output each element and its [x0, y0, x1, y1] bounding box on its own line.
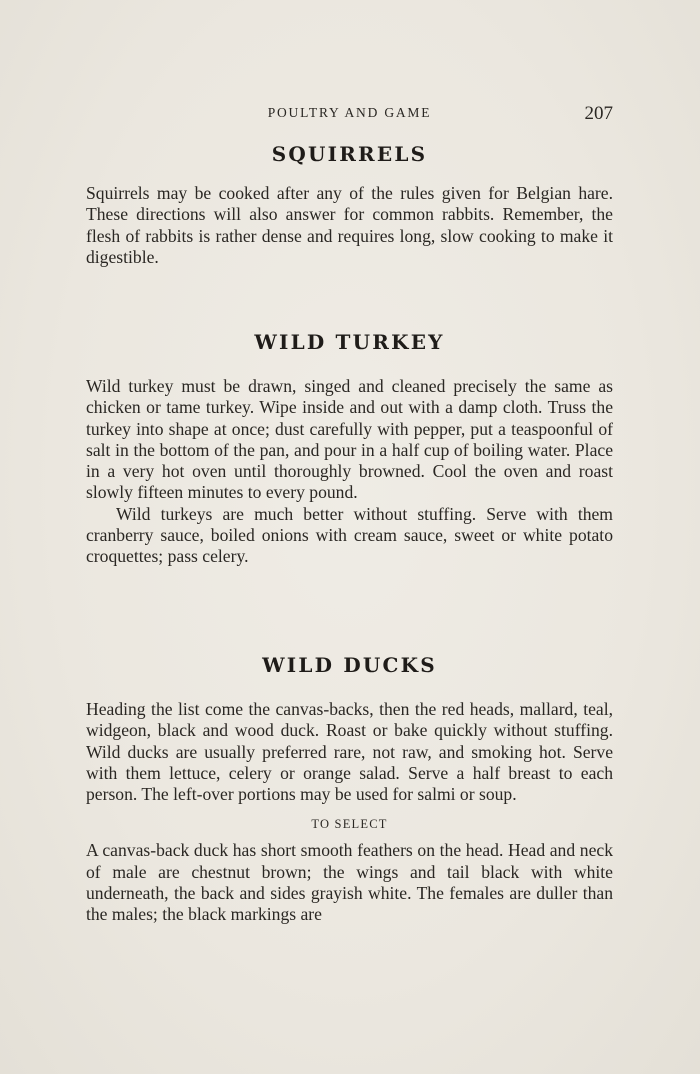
section-heading-squirrels: SQUIRRELS — [271, 142, 428, 166]
paragraph-squirrels: Squirrels may be cooked after any of the rules given for Belgian hare. These directions will also answer for common rabbits. Remember, the flesh of rabbits is rather dense and requires long, slow cooking to make it digestible. — [86, 183, 613, 267]
subheading-to-select: TO SELECT — [311, 817, 388, 832]
section-body-wild-turkey — [86, 376, 613, 568]
paragraph-wild-ducks: Heading the list come the canvas-backs, then the red heads, mallard, teal, widgeon, black and wood duck. Roast or bake quickly without stuffing. Wild ducks are usually preferred rare, not raw, and smoking hot. Serve with them lettuce, celery or orange salad. Serve a half breast to each person. The left-over portions may be used for salmi or soup. — [86, 699, 613, 805]
running-title: POULTRY AND GAME — [267, 105, 432, 120]
page-number: 207 — [584, 103, 613, 124]
section-body-wild-ducks — [86, 699, 613, 926]
paragraph-wild-turkey-1: Wild turkey must be drawn, singed and cleaned precisely the same as chicken or tame turkey. Wipe inside and out with a damp cloth. Truss the turkey into shape at once; dust carefully with pepper, put a teaspoonful of salt in the bottom of the pan, and pour in a half cup of boiling water. Place in a very hot oven until thoroughly browned. Cool the oven and roast slowly fifteen minutes to every pound. — [86, 376, 613, 503]
section-heading-wild-turkey: WILD TURKEY — [254, 330, 445, 354]
running-head — [86, 103, 613, 125]
paragraph-wild-turkey-2: Wild turkeys are much better without stuffing. Serve with them cranberry sauce, boiled onions with cream sauce, sweet or white potato croquettes; pass celery. — [86, 503, 613, 567]
section-body-squirrels — [86, 183, 613, 268]
paragraph-to-select: A canvas-back duck has short smooth feathers on the head. Head and neck of male are chestnut brown; the wings and tail black with white underneath, the back and sides grayish white. The females are duller than the males; the black markings are — [86, 840, 613, 925]
section-heading-wild-ducks: WILD DUCKS — [262, 653, 437, 677]
